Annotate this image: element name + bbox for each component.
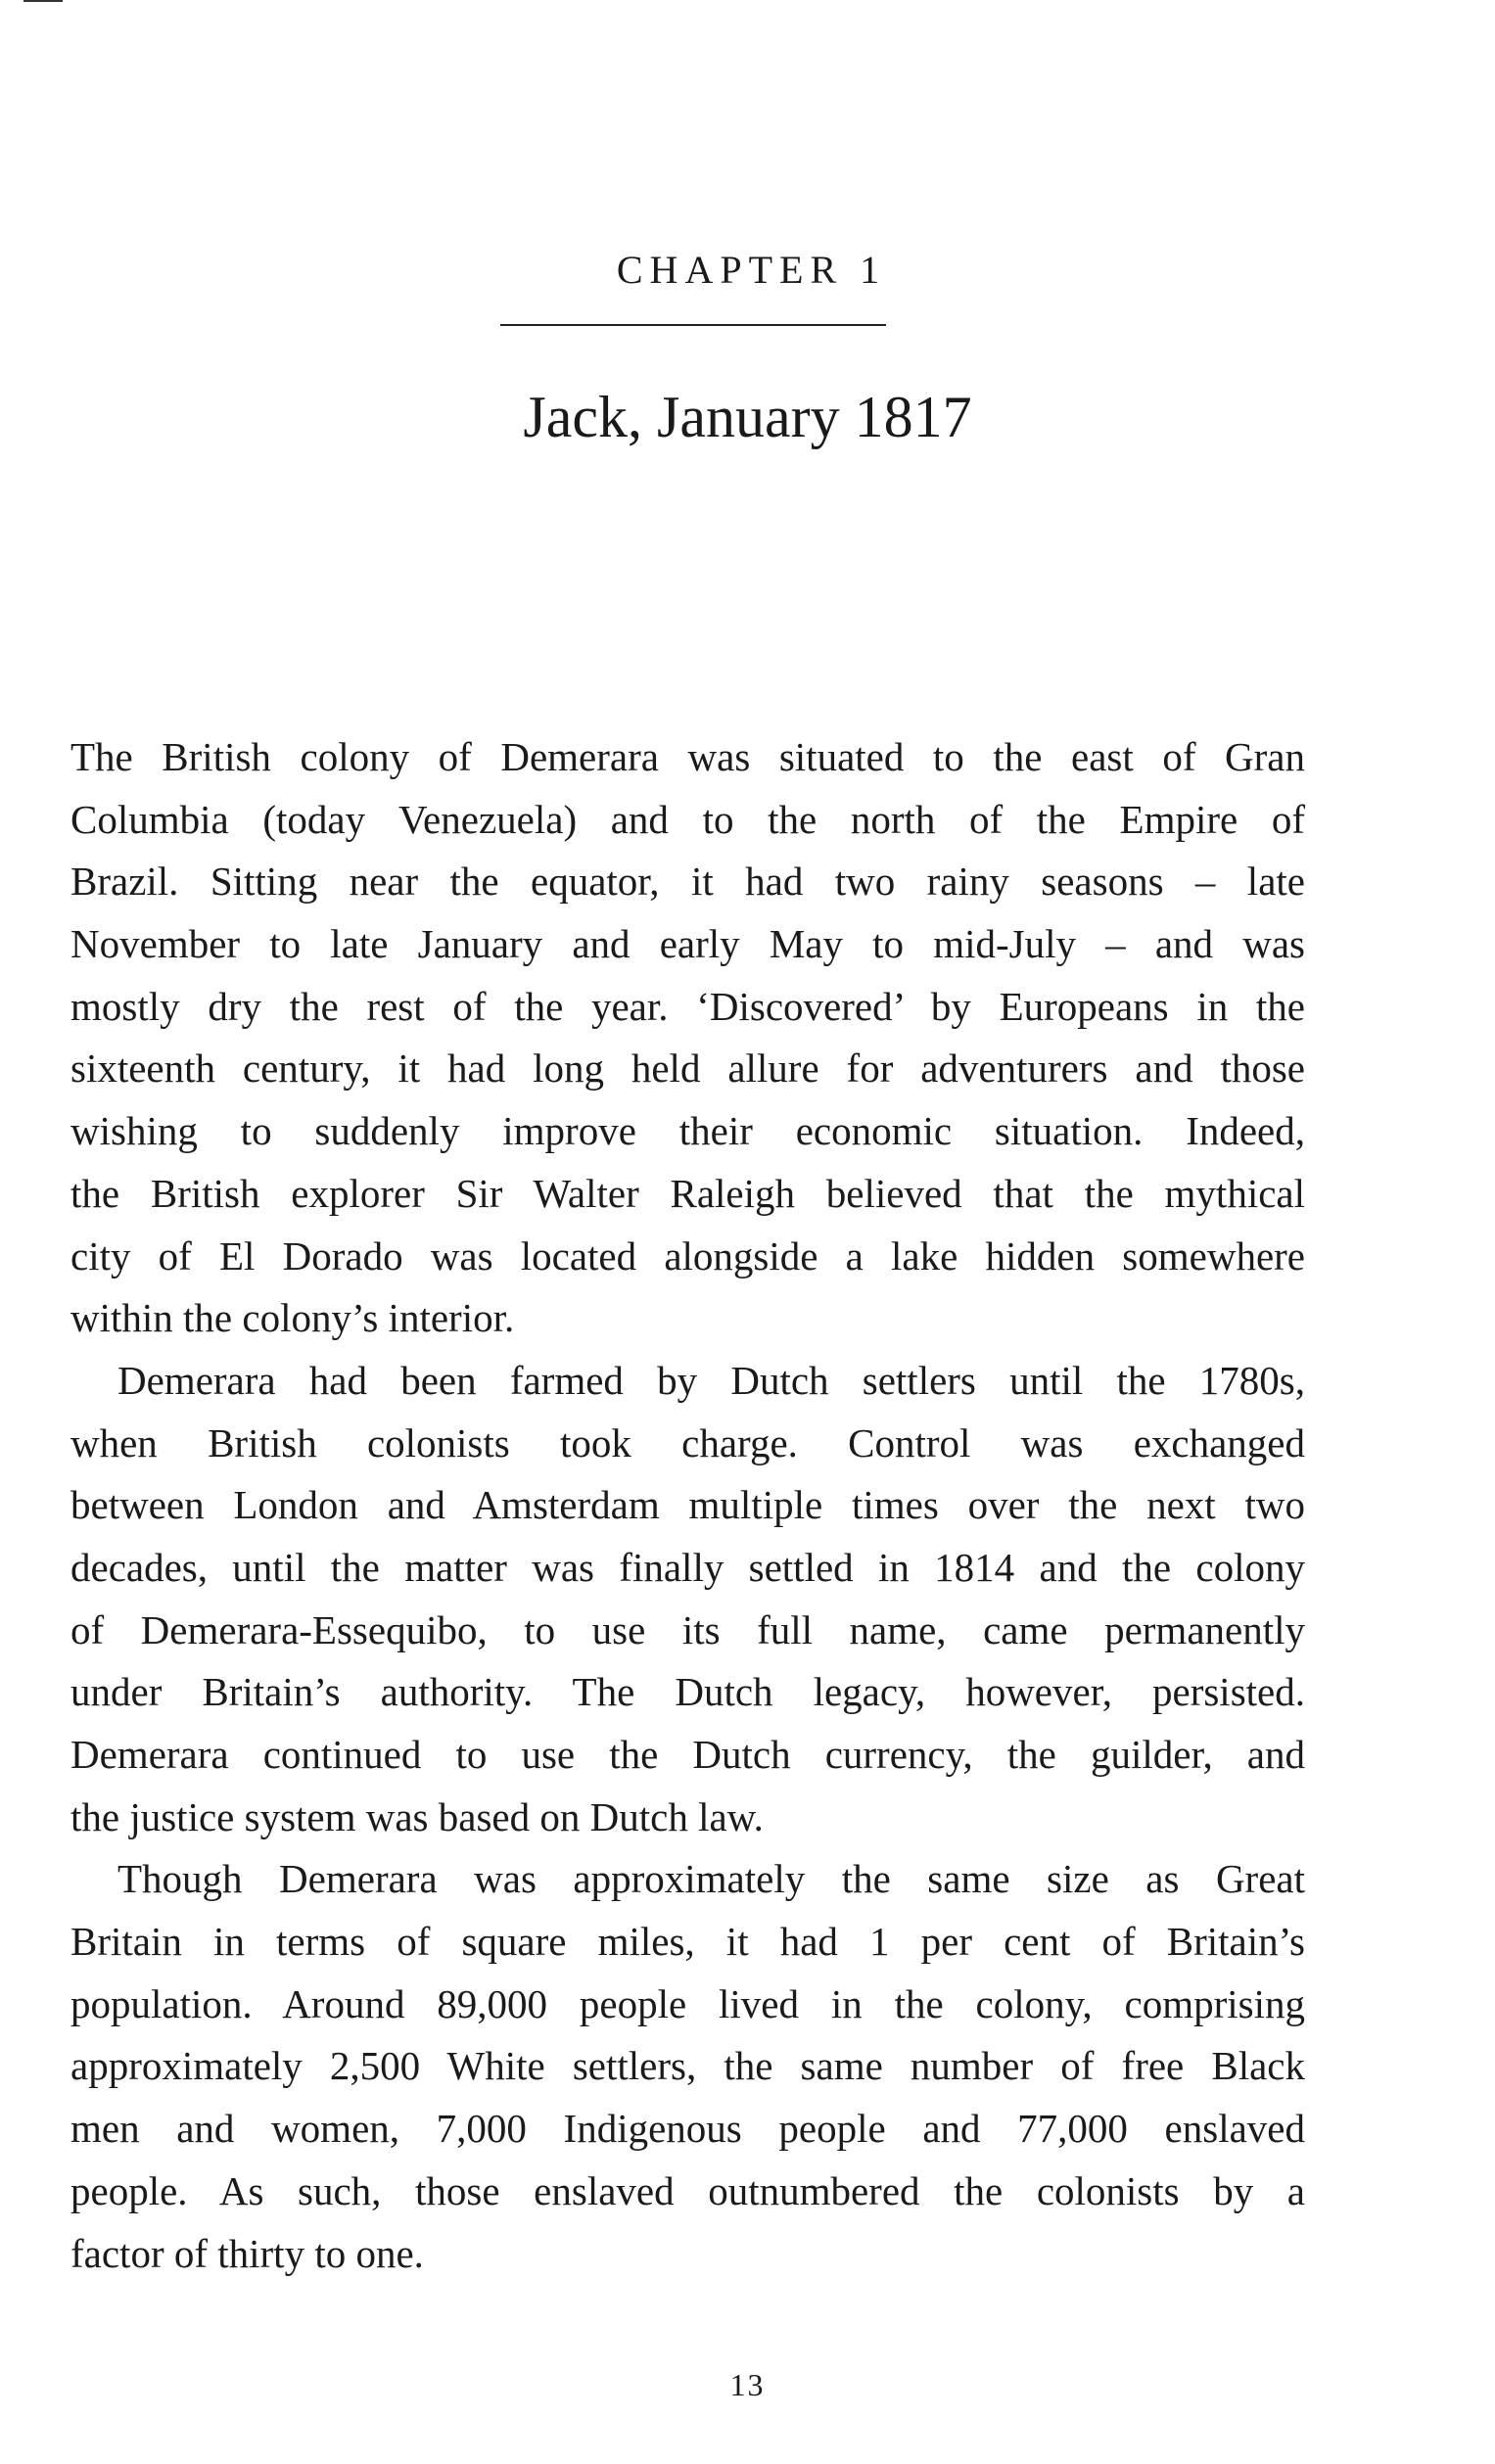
chapter-label: CHAPTER 1: [616, 248, 887, 292]
body-text: [70, 726, 1305, 2285]
text-line: mostly dry the rest of the year. ‘Discovered’ by Europeans in the: [70, 983, 1305, 1029]
text-line: population. Around 89,000 people lived in the colony, comprising: [70, 1980, 1305, 2026]
text-line: factor of thirty to one.: [70, 2230, 424, 2276]
text-line: within the colony’s interior.: [70, 1295, 515, 1341]
paragraph: [70, 1848, 1305, 2285]
text-line: of Demerara-Essequibo, to use its full name, came permanently: [70, 1606, 1305, 1652]
text-line: the British explorer Sir Walter Raleigh believed that the mythical: [70, 1170, 1305, 1216]
text-line: Though Demerara was approximately the same size as Great: [117, 1856, 1305, 1902]
text-line: approximately 2,500 White settlers, the same number of free Black: [70, 2043, 1305, 2089]
page-number: 13: [729, 2367, 766, 2402]
chapter-title: Jack, January 1817: [523, 385, 972, 449]
text-line: Columbia (today Venezuela) and to the north of the Empire of: [70, 796, 1305, 842]
text-line: men and women, 7,000 Indigenous people and 77,000 enslaved: [70, 2106, 1305, 2152]
text-line: decades, until the matter was finally settled in 1814 and the colony: [70, 1544, 1305, 1590]
paragraph: [70, 726, 1305, 1350]
text-line: wishing to suddenly improve their economic situation. Indeed,: [70, 1108, 1305, 1154]
text-line: under Britain’s authority. The Dutch legacy, however, persisted.: [70, 1669, 1305, 1715]
text-line: Britain in terms of square miles, it had 1 per cent of Britain’s: [70, 1919, 1305, 1965]
paragraph: [70, 1350, 1305, 1849]
text-line: Demerara had been farmed by Dutch settlers until the 1780s,: [117, 1357, 1305, 1403]
text-line: city of El Dorado was located alongside a lake hidden somewhere: [70, 1232, 1305, 1278]
text-line: Demerara continued to use the Dutch currency, the guilder, and: [70, 1732, 1305, 1777]
scan-edge-mark: [23, 0, 63, 2]
text-line: when British colonists took charge. Control was exchanged: [70, 1419, 1305, 1465]
text-line: sixteenth century, it had long held allure for adventurers and those: [70, 1046, 1305, 1092]
text-line: The British colony of Demerara was situated to the east of Gran: [70, 734, 1305, 779]
chapter-divider: [500, 324, 886, 326]
text-line: November to late January and early May to mid-July – and was: [70, 921, 1305, 967]
text-line: between London and Amsterdam multiple times over the next two: [70, 1482, 1305, 1528]
text-line: Brazil. Sitting near the equator, it had two rainy seasons – late: [70, 859, 1305, 905]
text-line: the justice system was based on Dutch law.: [70, 1793, 764, 1839]
text-line: people. As such, those enslaved outnumbered the colonists by a: [70, 2167, 1305, 2213]
